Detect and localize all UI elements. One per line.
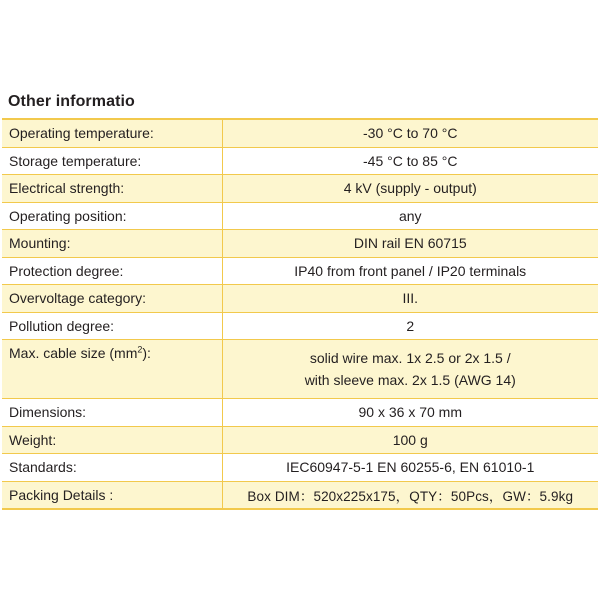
- row-value: [222, 340, 598, 399]
- row-value: IP40 from front panel / IP20 terminals: [294, 262, 527, 279]
- row-label: Storage temperature:: [2, 147, 222, 175]
- row-value: 2: [406, 317, 415, 334]
- label-superscript: 2: [137, 344, 143, 355]
- table-row-standards: [2, 454, 598, 482]
- table-row-operating-temperature: [2, 119, 598, 147]
- table-row-operating-position: [2, 202, 598, 230]
- table-row-dimensions: [2, 399, 598, 427]
- table-row-overvoltage-category: [2, 285, 598, 313]
- table-row-weight: [2, 426, 598, 454]
- row-value: IEC60947-5-1 EN 60255-6, EN 61010-1: [286, 459, 535, 476]
- row-label: Electrical strength:: [2, 175, 222, 203]
- row-value: 100 g: [392, 431, 428, 448]
- row-value: any: [398, 207, 422, 224]
- table-row-pollution-degree: [2, 312, 598, 340]
- row-label: Standards:: [2, 454, 222, 482]
- table-row-protection-degree: [2, 257, 598, 285]
- row-label: Weight:: [2, 426, 222, 454]
- row-value: -45 °C to 85 °C: [363, 152, 458, 169]
- row-label: Protection degree:: [2, 257, 222, 285]
- table-row-packing-details: [2, 481, 598, 509]
- label-suffix: ):: [142, 345, 151, 361]
- row-label: Operating temperature:: [2, 119, 222, 147]
- specifications-table: [2, 118, 598, 510]
- row-label: Mounting:: [2, 230, 222, 258]
- row-value: 90 x 36 x 70 mm: [358, 404, 462, 421]
- section-title: Other informatio: [8, 93, 135, 110]
- row-label: Dimensions:: [2, 399, 222, 427]
- row-label: Overvoltage category:: [2, 285, 222, 313]
- row-value: DIN rail EN 60715: [353, 235, 467, 252]
- row-value: -30 °C to 70 °C: [363, 125, 458, 142]
- row-label: Operating position:: [2, 202, 222, 230]
- row-label: Pollution degree:: [2, 312, 222, 340]
- row-value: III.: [402, 290, 419, 307]
- row-label: [2, 340, 222, 399]
- row-label: Packing Details :: [2, 481, 222, 509]
- row-value: Box DIM：520x225x175，QTY：50Pcs，GW：5.9kg: [247, 488, 574, 504]
- table-row-electrical-strength: [2, 175, 598, 203]
- value-line-2: with sleeve max. 2x 1.5 (AWG 14): [304, 372, 516, 388]
- table-row-max-cable-size: [2, 340, 598, 399]
- table-row-storage-temperature: [2, 147, 598, 175]
- value-line-1: solid wire max. 1x 2.5 or 2x 1.5 /: [309, 350, 511, 366]
- label-text: Max. cable size (mm: [9, 345, 138, 361]
- table-row-mounting: [2, 230, 598, 258]
- row-value: 4 kV (supply - output): [343, 180, 477, 197]
